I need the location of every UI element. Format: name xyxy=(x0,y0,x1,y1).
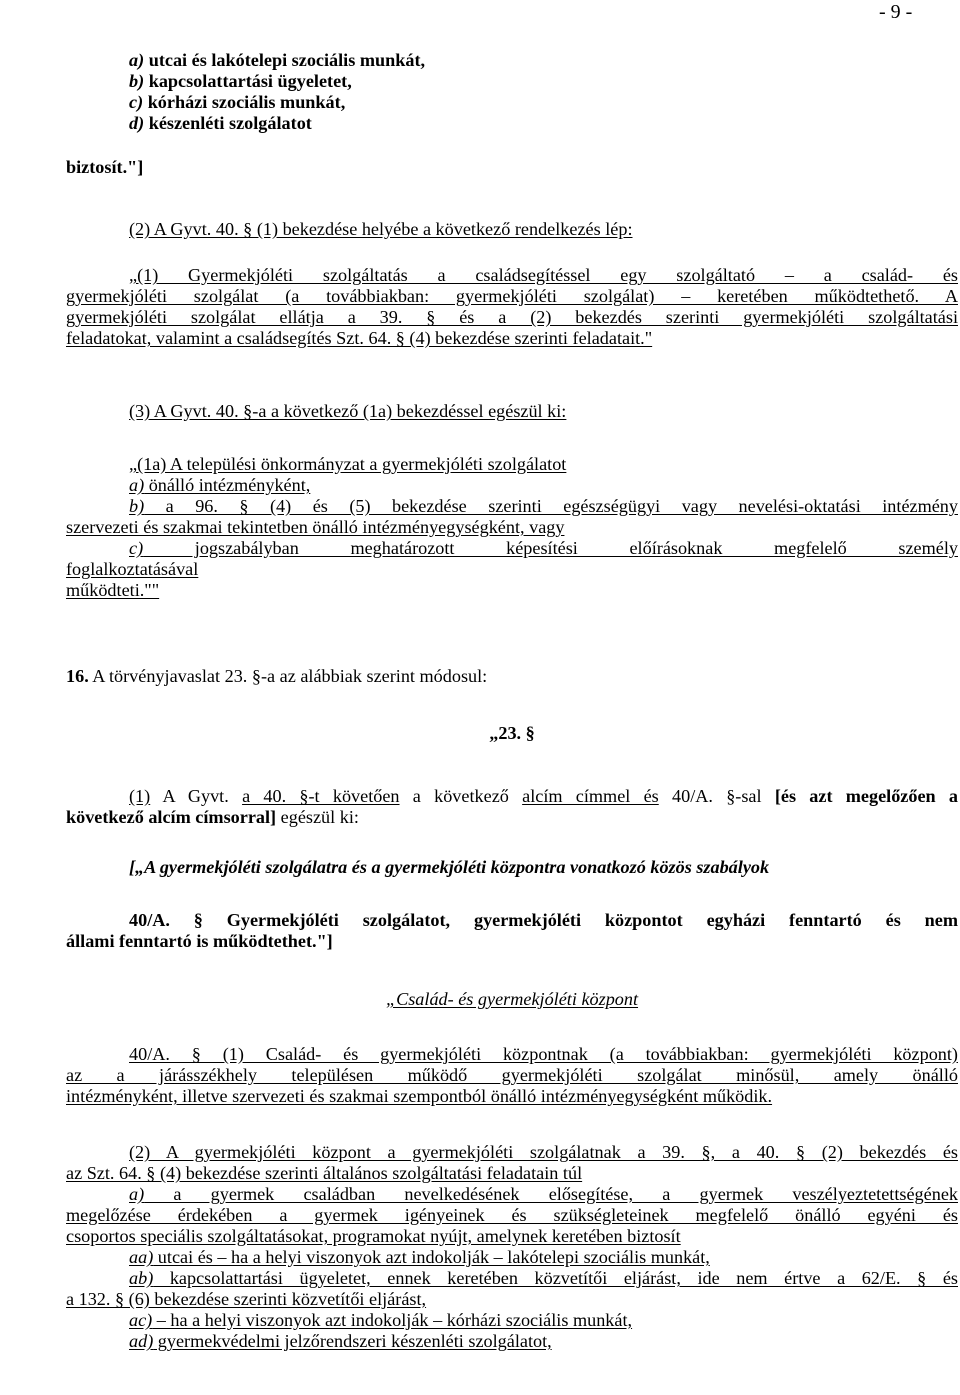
deleted-heading: [„A gyermekjóléti szolgálatra és a gyermekjóléti központra vonatkozó közös szabályok xyxy=(129,857,770,877)
list-item: b) kapcsolattartási ügyeletet, xyxy=(129,71,352,91)
paragraph-23-1: (1) A Gyvt. a 40. §-t követően a következő alcím címmel és 40/A. §-sal [és azt megelőzően a következő alcím címsorral] egészül ki: xyxy=(66,786,958,827)
paragraph-3: (3) A Gyvt. 40. §-a a következő (1a) bekezdéssel egészül ki: xyxy=(129,401,567,421)
section-23-title: „23. § xyxy=(489,723,535,743)
list-item: c) kórházi szociális munkát, xyxy=(129,92,346,112)
quoted-paragraph-1: „(1) Gyermekjóléti szolgáltatás a családsegítéssel egy szolgáltató – a család- és gyermekjóléti szolgálat (a továbbiakban: gyermekjóléti szolgálat) – keretében működtethető. A gyermekjóléti szolgálat ellátja a 39. § és a (2) bekezdés szerinti gyermekjóléti szolgáltatási feladatokat, valamint a családsegítés Szt. 64. § (4) bekezdése szerinti feladatait." xyxy=(66,265,958,348)
deleted-section-40a: 40/A. § Gyermekjóléti szolgálatot, gyermekjóléti központot egyházi fenntartó és nem állami fenntartó is működtethet."] xyxy=(66,910,958,951)
section-40a-paragraph-1: 40/A. § (1) Család- és gyermekjóléti központnak (a továbbiakban: gyermekjóléti központ) az a járásszékhely településen működő gyermekjóléti szolgálat minősül, amely önálló intézményként, illetve szervezeti és szakmai szempontból önálló intézményegységként működik. xyxy=(66,1044,958,1106)
new-heading: „Család- és gyermekjóléti központ xyxy=(385,989,639,1009)
list-continuation xyxy=(129,50,960,134)
quoted-paragraph-1a: „(1a) A települési önkormányzat a gyermekjóléti szolgálatot a) önálló intézményként, b) a 96. § (4) és (5) bekezdése szerinti egészségügyi vagy nevelési-oktatási intézmény szervezeti és szakmai tekintetben önálló intézményegységként, vagy c) jogszabályban meghatározott képesítési előírásoknak megfelelő személy foglalkoztatásával működteti."" xyxy=(66,454,958,600)
list-item: d) készenléti szolgálatot xyxy=(129,113,312,133)
list-end: biztosít."] xyxy=(66,157,144,177)
section-40a-paragraph-2: (2) A gyermekjóléti központ a gyermekjóléti szolgálatnak a 39. §, a 40. § (2) bekezdés és az Szt. 64. § (4) bekezdése szerinti általános szolgáltatási feladatain túl a) a gyermek családban nevelkedésének elősegítése, a gyermek veszélyeztetettségének megelőzése érdekében a gyermek igényeinek és szükségleteinek megfelelő önálló egyéni és csoportos speciális szolgáltatásokat, programokat nyújt, amelynek keretében biztosít aa) utcai és – ha a helyi viszonyok azt indokolják – lakótelepi szociális munkát, ab) kapcsolattartási ügyeletet, ennek keretében közvetítői eljárást, ide nem értve a 62/E. § és a 132. § (6) bekezdése szerinti közvetítői eljárást, ac) – ha a helyi viszonyok azt indokolják – kórházi szociális munkát, ad) gyermekvédelmi jelzőrendszeri készenléti szolgálatot, xyxy=(66,1142,958,1351)
item-16: 16. A törvényjavaslat 23. §-a az alábbiak szerint módosul: xyxy=(66,666,488,686)
paragraph-2: (2) A Gyvt. 40. § (1) bekezdése helyébe a következő rendelkezés lép: xyxy=(129,219,633,239)
list-item: a) utcai és lakótelepi szociális munkát, xyxy=(129,50,426,70)
page-number: - 9 - xyxy=(879,1,913,23)
